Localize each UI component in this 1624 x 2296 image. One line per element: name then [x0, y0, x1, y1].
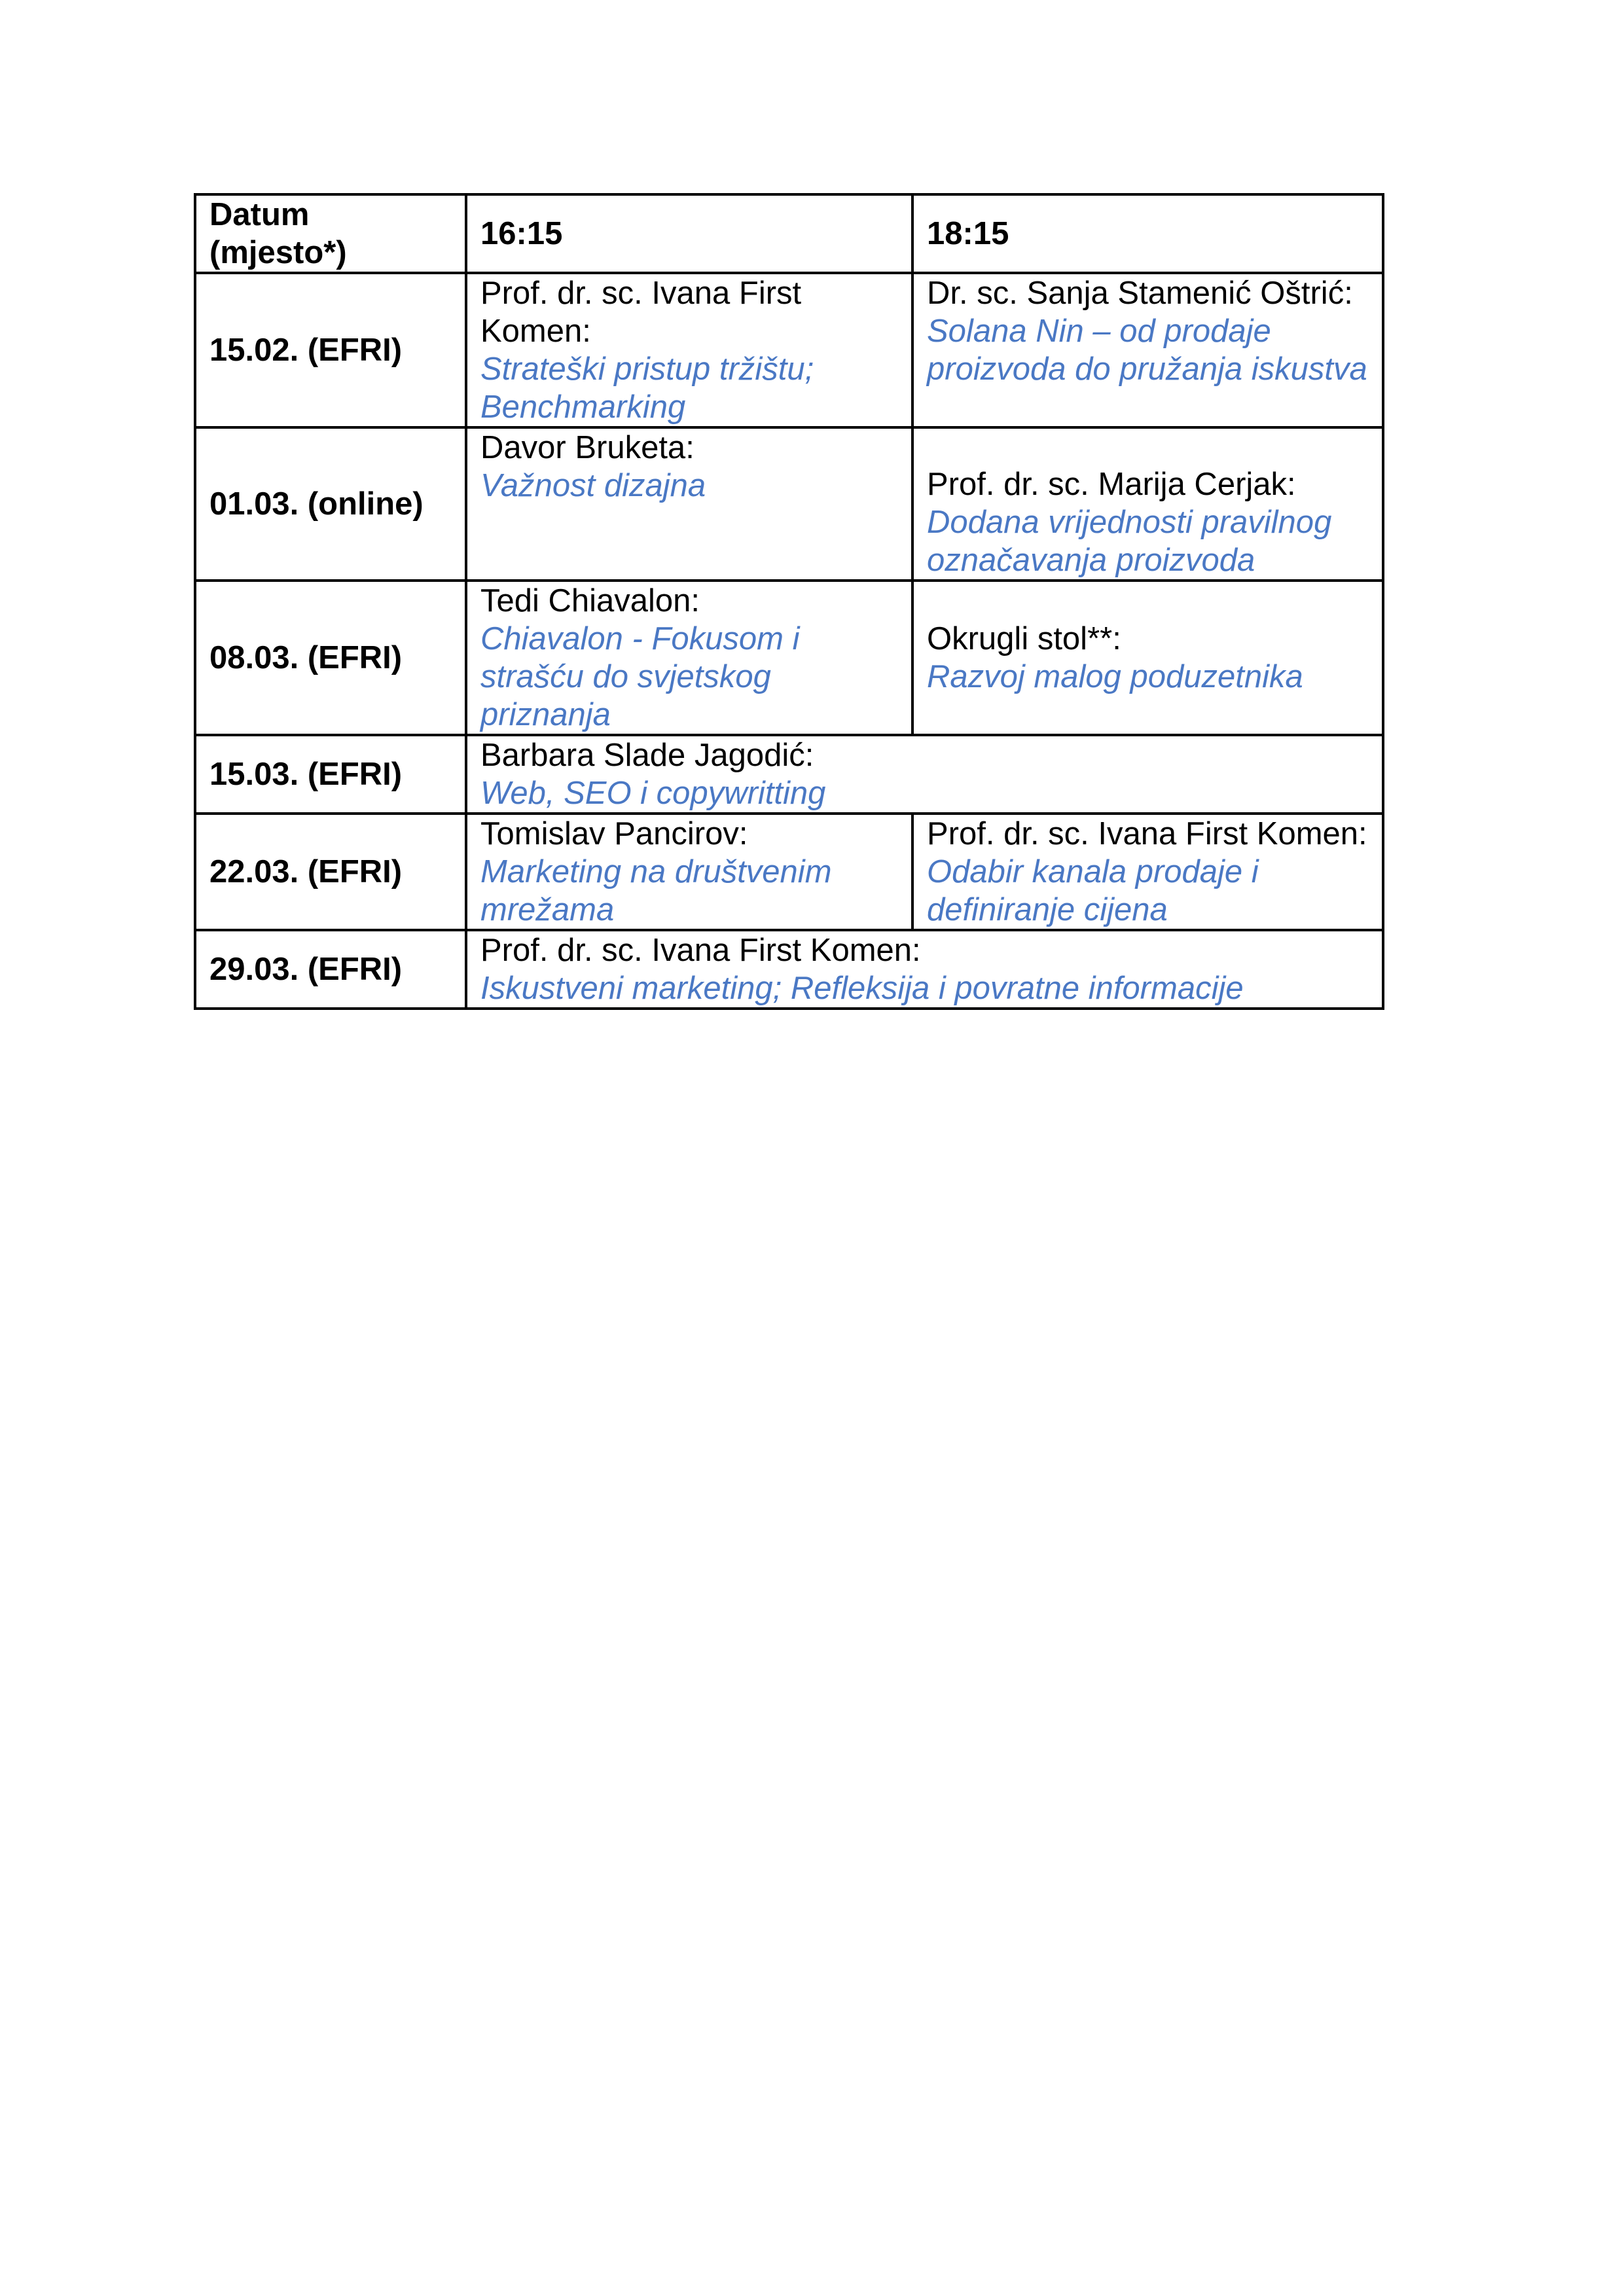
header-place-label: (mjesto*)	[209, 235, 347, 270]
schedule-table	[194, 193, 1384, 1010]
session-cell	[466, 427, 912, 581]
session-cell	[912, 273, 1383, 427]
session-topic: Web, SEO i copywritting	[480, 776, 826, 811]
session-topic: Iskustveni marketing; Refleksija i povratne informacije	[480, 971, 1244, 1006]
session-topic: Chiavalon - Fokusom i strašću do svjetskog priznanja	[480, 621, 800, 732]
session-topic: Dodana vrijednosti pravilnog označavanja proizvoda	[927, 505, 1332, 578]
row-date: 15.02. (EFRI)	[195, 273, 466, 427]
header-date-cell	[195, 194, 466, 273]
session-cell	[912, 581, 1383, 735]
header-slot-1815: 18:15	[912, 194, 1383, 273]
session-topic: Važnost dizajna	[480, 468, 706, 503]
header-slot-1615: 16:15	[466, 194, 912, 273]
speaker-name: Dr. sc. Sanja Stamenić Oštrić:	[927, 276, 1353, 311]
speaker-name: Barbara Slade Jagodić:	[480, 738, 814, 773]
row-date: 22.03. (EFRI)	[195, 814, 466, 930]
session-cell	[912, 814, 1383, 930]
speaker-name: Prof. dr. sc. Ivana First Komen:	[927, 816, 1367, 852]
session-topic: Odabir kanala prodaje i definiranje cijena	[927, 854, 1259, 927]
row-date: 29.03. (EFRI)	[195, 930, 466, 1009]
session-cell	[912, 427, 1383, 581]
table-row	[195, 814, 1383, 930]
session-topic: Razvoj malog poduzetnika	[927, 659, 1303, 694]
row-date: 08.03. (EFRI)	[195, 581, 466, 735]
speaker-name: Davor Bruketa:	[480, 430, 695, 465]
table-row	[195, 427, 1383, 581]
speaker-name: Tedi Chiavalon:	[480, 583, 700, 619]
row-date: 01.03. (online)	[195, 427, 466, 581]
session-cell	[466, 814, 912, 930]
speaker-name: Okrugli stol**:	[927, 621, 1121, 656]
header-row	[195, 194, 1383, 273]
speaker-name: Prof. dr. sc. Marija Cerjak:	[927, 467, 1296, 502]
speaker-name: Tomislav Pancirov:	[480, 816, 748, 852]
table-row	[195, 273, 1383, 427]
session-cell	[466, 930, 1383, 1009]
table-row	[195, 581, 1383, 735]
session-cell	[466, 273, 912, 427]
table-row	[195, 930, 1383, 1009]
session-cell	[466, 735, 1383, 814]
session-topic: Marketing na društvenim mrežama	[480, 854, 832, 927]
session-topic: Solana Nin – od prodaje proizvoda do pružanja iskustva	[927, 314, 1367, 387]
table-row	[195, 735, 1383, 814]
speaker-name: Prof. dr. sc. Ivana First Komen:	[480, 276, 802, 349]
speaker-name: Prof. dr. sc. Ivana First Komen:	[480, 933, 921, 968]
session-cell	[466, 581, 912, 735]
header-date-label: Datum	[209, 197, 310, 232]
session-topic: Strateški pristup tržištu; Benchmarking	[480, 351, 814, 425]
row-date: 15.03. (EFRI)	[195, 735, 466, 814]
